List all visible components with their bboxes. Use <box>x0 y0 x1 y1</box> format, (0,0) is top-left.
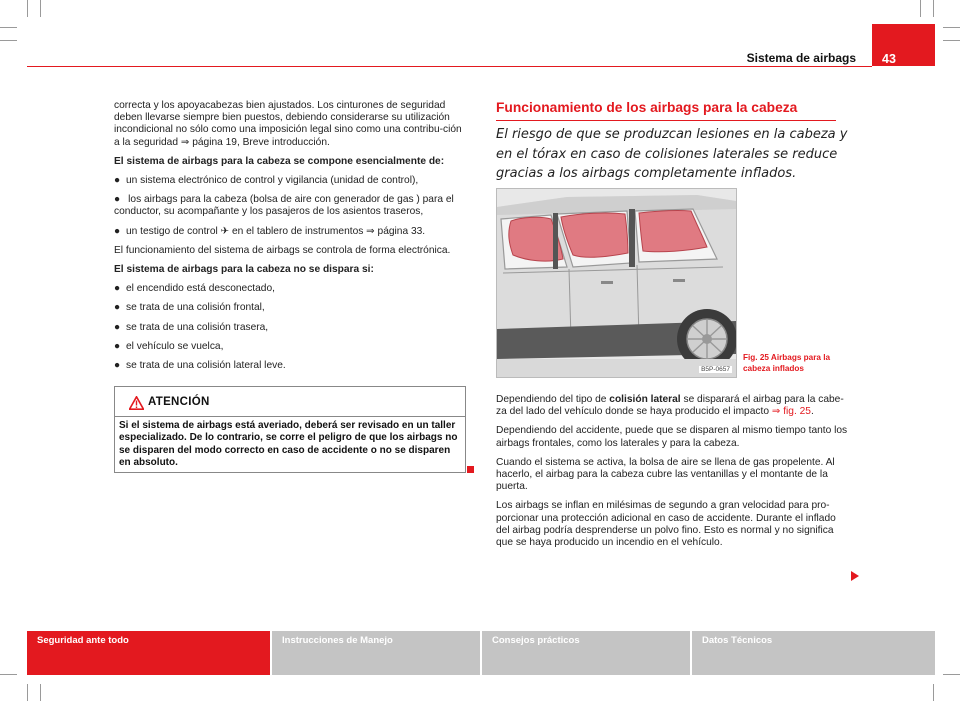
crop-mark <box>40 0 41 17</box>
tab-seguridad[interactable]: Seguridad ante todo <box>27 631 270 675</box>
inflation-paragraph: Los airbags se inflan en milésimas de segundo a gran velocidad para pro-porcionar una protección adicional en caso de accidente. Durante el inflado del airbag podría desprenderse un polvo fino. Esto es normal y no significa que se haya producido un incendio en el vehículo. <box>496 500 836 549</box>
crop-mark <box>40 684 41 701</box>
intro-paragraph: correcta y los apoyacabezas bien ajustados. Los cinturones de seguridad deben llevarse siempre bien puestos, debiendo considerarse su utilización incondicional no sólo como una imposición legal sino como una contribu-ción a la seguridad ⇒ página 19, Breve introducción. <box>114 100 462 148</box>
tab-datos[interactable]: Datos Técnicos <box>692 631 935 675</box>
crop-mark <box>0 674 17 675</box>
crop-mark <box>27 684 28 701</box>
crop-mark <box>0 27 17 28</box>
simultaneous-paragraph: Dependiendo del accidente, puede que se disparen al mismo tiempo tanto los airbags frontales, como los laterales y para la cabeza. <box>496 425 848 449</box>
list-item: ● el encendido está desconectado, <box>114 283 275 295</box>
bullet-icon: ● <box>114 321 121 333</box>
crop-mark <box>920 0 921 17</box>
figure-code: B5P-0657 <box>701 366 730 373</box>
impact-paragraph: Dependiendo del tipo de colisión lateral se disparará el airbag para la cabe-za del lado del vehículo donde se haya producido el impacto ⇒ fig. 25. <box>496 394 844 418</box>
header-rule <box>27 66 872 67</box>
car-illustration <box>497 189 736 377</box>
list-item: ● se trata de una colisión lateral leve. <box>114 360 286 372</box>
continue-arrow-icon <box>851 566 859 585</box>
components-heading: El sistema de airbags para la cabeza se compone esencialmente de: <box>114 155 445 167</box>
crop-mark <box>943 27 960 28</box>
running-header-title: Sistema de airbags <box>746 51 856 65</box>
crop-mark <box>933 684 934 701</box>
bullet-icon: ● <box>114 194 121 206</box>
tab-consejos[interactable]: Consejos prácticos <box>482 631 690 675</box>
warning-box <box>114 386 466 473</box>
tab-instrucciones[interactable]: Instrucciones de Manejo <box>272 631 480 675</box>
list-item: ● se trata de una colisión trasera, <box>114 321 269 333</box>
bullet-icon: ● <box>114 283 121 295</box>
warning-title: ATENCIÓN <box>148 396 210 408</box>
bullet-icon: ● <box>114 360 121 372</box>
crop-mark <box>933 0 934 17</box>
warning-triangle-icon <box>129 395 144 414</box>
bullet-icon: ● <box>114 340 121 352</box>
bullet-icon: ● <box>114 225 121 237</box>
section-end-mark <box>467 466 474 473</box>
crop-mark <box>27 0 28 17</box>
list-item: ● el vehículo se vuelca, <box>114 340 224 352</box>
section-title-rule <box>496 120 836 121</box>
left-column <box>114 100 466 379</box>
bullet-icon: ● <box>114 175 121 187</box>
crop-mark <box>943 674 960 675</box>
figure-caption: Fig. 25 Airbags para la cabeza inflados <box>743 353 831 373</box>
no-deploy-heading: El sistema de airbags para la cabeza no se dispara si: <box>114 264 374 276</box>
section-title: Funcionamiento de los airbags para la cabeza <box>496 100 798 115</box>
car-airbag-figure <box>496 188 737 378</box>
crop-mark <box>943 40 960 41</box>
control-paragraph: El funcionamiento del sistema de airbags se controla de forma electrónica. <box>114 244 451 256</box>
page-number: 43 <box>872 24 935 66</box>
activation-paragraph: Cuando el sistema se activa, la bolsa de aire se llena de gas propelente. Al hacerlo, el airbag para la cabeza cubre las ventanillas y el montante de la puerta. <box>496 456 835 493</box>
bullet-icon: ● <box>114 302 121 314</box>
list-item: ● un testigo de control ✈ en el tablero de instrumentos ⇒ página 33. <box>114 225 426 237</box>
figure-link[interactable]: ⇒ fig. 25 <box>771 406 811 418</box>
right-body <box>496 394 852 556</box>
list-item: ● un sistema electrónico de control y vigilancia (unidad de control), <box>114 175 419 187</box>
crop-mark <box>0 40 17 41</box>
lead-paragraph: El riesgo de que se produzcan lesiones en la cabeza y en el tórax en caso de colisiones laterales se reduce gracias a los airbags completamente inflados. <box>496 127 848 181</box>
list-item: ● los airbags para la cabeza (bolsa de aire con generador de gas ) para el conductor, su acompañante y los pasajeros de los asientos traseros, <box>114 194 454 218</box>
warning-header <box>115 387 465 417</box>
list-item: ● se trata de una colisión frontal, <box>114 302 265 314</box>
warning-text: Si el sistema de airbags está averiado, deberá ser revisado en un taller especializado. De lo contrario, se corre el peligro de que los airbags no se disparen del modo correcto en caso de accidente o no se disparen en absoluto. <box>119 420 458 468</box>
